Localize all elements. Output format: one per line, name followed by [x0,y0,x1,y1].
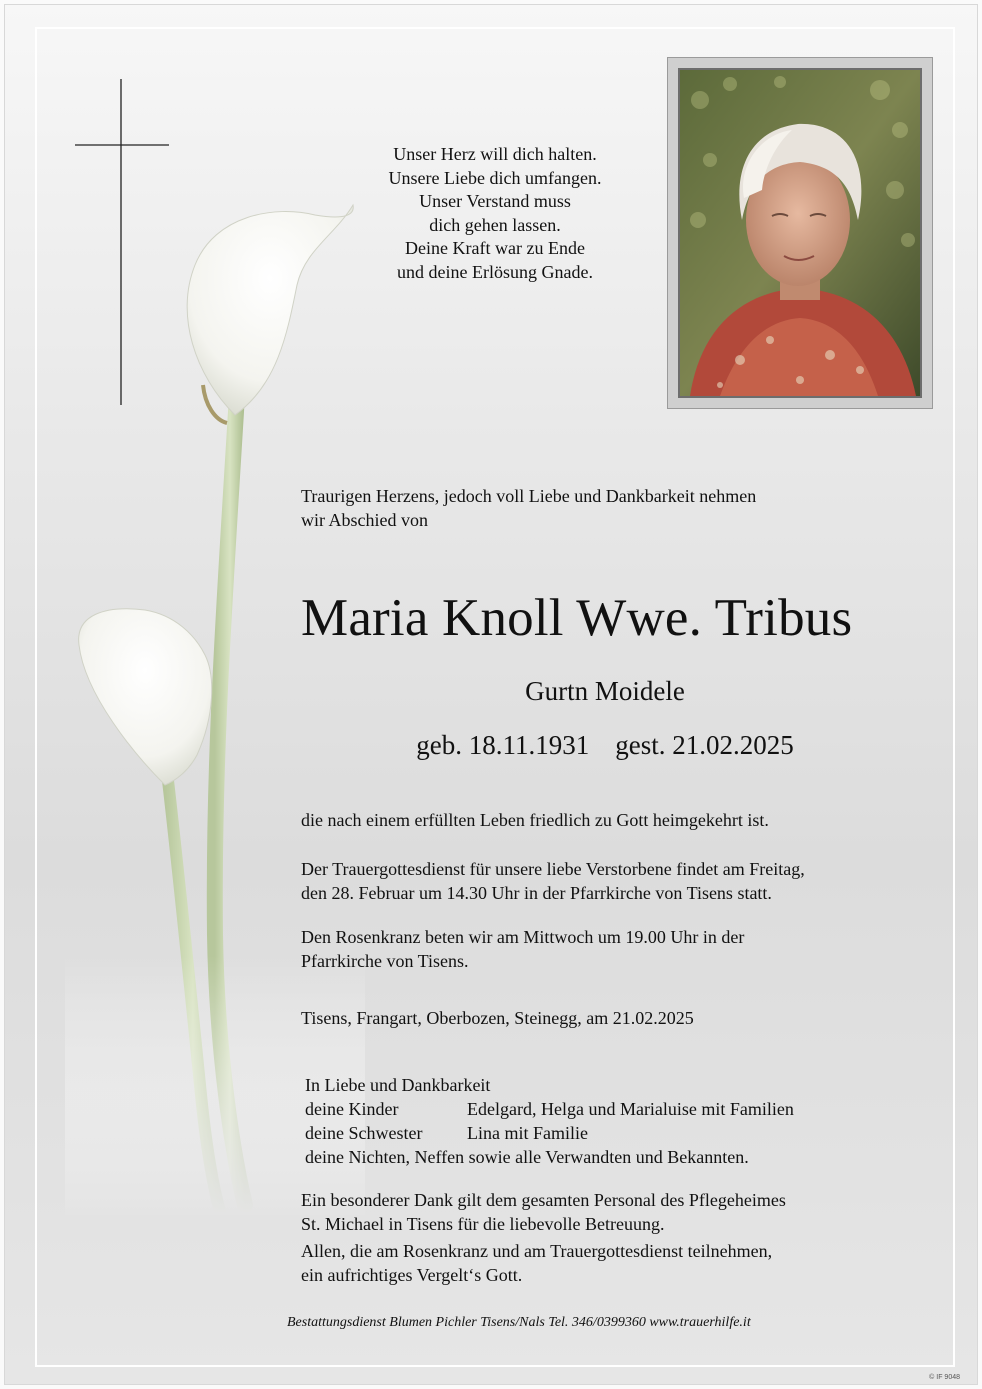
birth-date: geb. 18.11.1931 [416,730,590,760]
poem-line: und deine Erlösung Gnade. [397,261,593,282]
undertaker-footer: Bestattungsdienst Blumen Pichler Tisens/Nals Tel. 346/0399360 www.trauerhilfe.it [287,1315,751,1330]
portrait-photo [680,70,920,396]
mourner-names: Lina mit Familie [467,1123,588,1143]
intro-line: wir Abschied von [301,509,428,530]
mourners-closing: deine Nichten, Neffen sowie alle Verwandten und Bekannten. [305,1147,749,1167]
place-date: Tisens, Frangart, Oberbozen, Steinegg, am 21.02.2025 [301,1008,694,1028]
intro [301,485,756,532]
thanks-line: St. Michael in Tisens für die liebevolle Betreuung. [301,1213,665,1234]
funeral-line: den 28. Februar um 14.30 Uhr in der Pfarrkirche von Tisens statt. [301,882,772,903]
rosary-info [301,926,744,973]
obituary-card [4,4,978,1385]
poem-line: Deine Kraft war zu Ende [405,238,585,259]
print-code: © IF 9048 [929,1374,960,1381]
mourner-names: Edelgard, Helga und Marialuise mit Familien [467,1099,794,1119]
deceased-nickname: Gurtn Moidele [525,676,685,706]
rosary-line: Pfarrkirche von Tisens. [301,950,469,971]
poem-line: dich gehen lassen. [429,214,561,235]
passing-line: die nach einem erfüllten Leben friedlich zu Gott heimgekehrt ist. [301,810,769,830]
poem [335,143,655,285]
thanks-line: Ein besonderer Dank gilt dem gesamten Personal des Pflegeheimes [301,1190,786,1210]
funeral-line: Der Trauergottesdienst für unsere liebe Verstorbene findet am Freitag, [301,859,805,879]
mourner-row [305,1097,794,1121]
thanks [301,1189,786,1287]
funeral-info [301,858,805,905]
intro-line: Traurigen Herzens, jedoch voll Liebe und Dankbarkeit nehmen [301,486,757,506]
mourner-relation: deine Kinder [305,1099,399,1119]
life-dates [305,727,905,763]
cross-icon [75,79,169,405]
mourner-row [305,1121,794,1145]
thanks-line: Allen, die am Rosenkranz und am Trauergottesdienst teilnehmen, [301,1241,773,1262]
mourners [305,1073,794,1169]
mourner-relation: deine Schwester [305,1123,423,1143]
mourners-heading: In Liebe und Dankbarkeit [305,1075,491,1095]
thanks-line: ein aufrichtiges Vergelt‘s Gott. [301,1264,523,1285]
deceased-name: Maria Knoll Wwe. Tribus [301,589,853,647]
poem-line: Unser Verstand muss [419,191,571,212]
rosary-line: Den Rosenkranz beten wir am Mittwoch um 19.00 Uhr in der [301,927,745,947]
portrait-mat [678,68,922,398]
death-date: gest. 21.02.2025 [615,730,794,760]
poem-line: Unser Herz will dich halten. [393,144,597,164]
portrait-frame [667,57,933,409]
poem-line: Unsere Liebe dich umfangen. [388,167,602,188]
